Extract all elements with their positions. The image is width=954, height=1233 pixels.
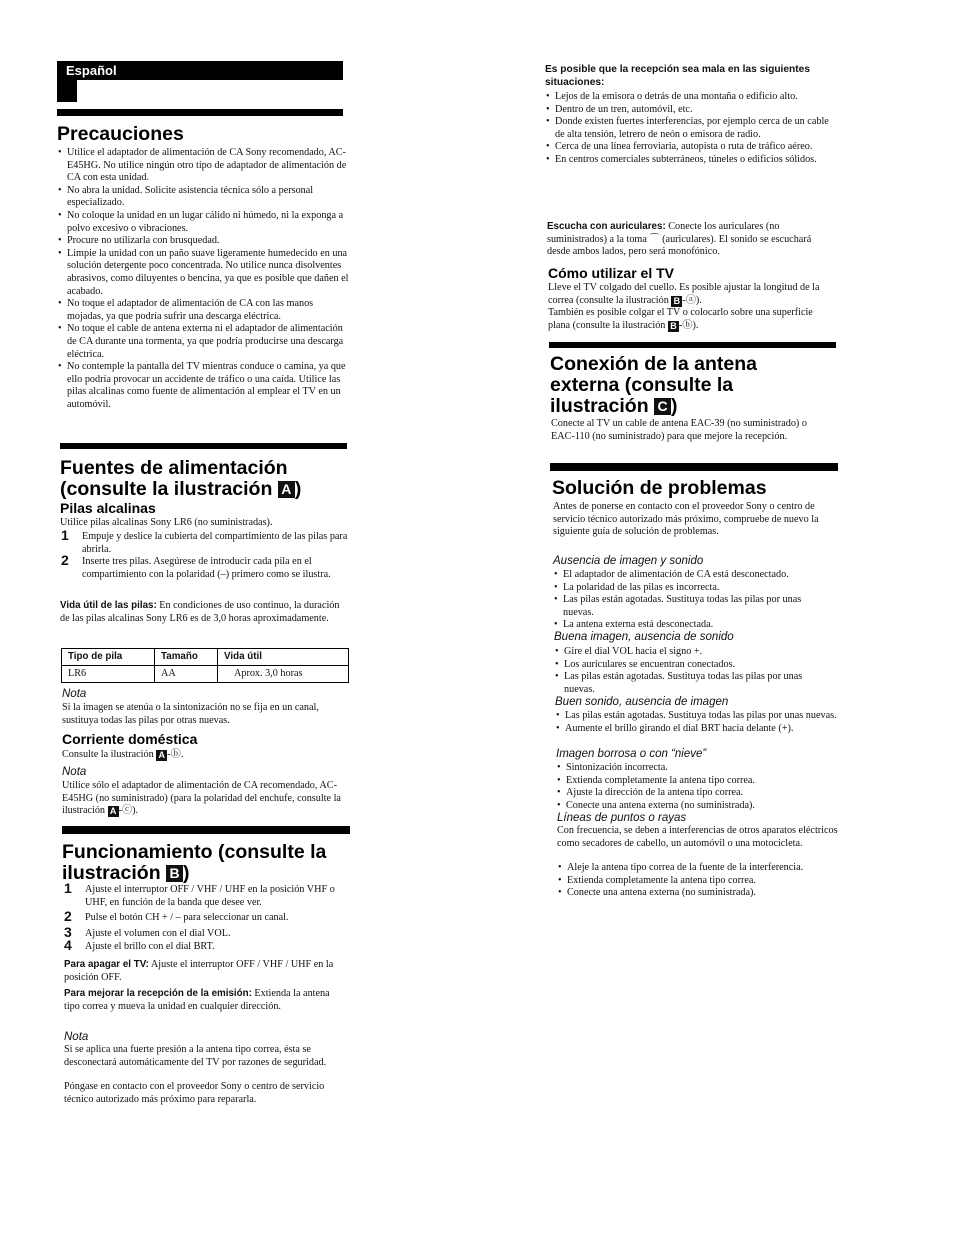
como-utilizar-title: Cómo utilizar el TV bbox=[548, 265, 675, 281]
vida-util-text: En condiciones de uso continuo, la duración de las pilas alcalinas Sony LR6 es de 3,0 horas aproximadamente. bbox=[60, 600, 340, 624]
lineas-heading: Líneas de puntos o rayas bbox=[557, 812, 687, 824]
como-text-2-body: También es posible colgar el TV o colocarlo sobre una superficie plana (consulte la ilustración bbox=[548, 307, 813, 331]
list-item: • Ajuste la dirección de la antena tipo correa. bbox=[556, 787, 838, 800]
conexion-title-end: ) bbox=[671, 395, 678, 417]
list-item: • No contemple la pantalla del TV mientras conduce o camina, ya que ello podría provocar un accidente de tráfico o una caída. Utilice las pilas alcalinas como fuente de alimentación al emplear el TV en un automóvil. bbox=[57, 361, 349, 411]
buena-imagen-list bbox=[554, 646, 834, 696]
step-text: Ajuste el interruptor OFF / VHF / UHF en la posición VHF o UHF, en función de la banda que desee ver. bbox=[85, 884, 335, 908]
apagar-label: Para apagar el TV: bbox=[64, 959, 149, 970]
table-cell: LR6 bbox=[62, 666, 155, 683]
list-item: • El adaptador de alimentación de CA está desconectado. bbox=[553, 569, 833, 582]
list-item: • Donde existen fuertes interferencias, por ejemplo cerca de un cable de alta tensión, letrero de neón o emisora de radio. bbox=[545, 116, 837, 141]
funcionamiento-steps bbox=[64, 880, 350, 954]
list-item: • Extienda completamente la antena tipo correa. bbox=[557, 875, 847, 888]
step-text: Ajuste el brillo con el dial BRT. bbox=[85, 941, 215, 953]
fuentes-title bbox=[60, 458, 301, 500]
list-item: • Extienda completamente la antena tipo correa. bbox=[556, 775, 838, 788]
list-item: • Aumente el brillo girando el dial BRT hacia delante (+). bbox=[555, 723, 837, 736]
fuentes-title-end: ) bbox=[294, 478, 302, 500]
list-item: • Los auriculares se encuentran conectados. bbox=[554, 659, 834, 672]
section-rule-solucion bbox=[550, 463, 838, 471]
section-rule-funcionamiento bbox=[62, 826, 350, 834]
list-item: • Dentro de un tren, automóvil, etc. bbox=[545, 104, 837, 117]
como-text-2 bbox=[548, 307, 823, 332]
nota-text: Si la imagen se atenúa o la sintonización no se fija en un canal, sustituya todas las pilas por otras nuevas. bbox=[62, 702, 319, 726]
buen-sonido-list bbox=[555, 710, 837, 735]
step-item bbox=[64, 880, 350, 909]
fuentes-title-line1: Fuentes de alimentación bbox=[60, 457, 288, 479]
conexion-title-line1: Conexión de la antena bbox=[550, 353, 757, 375]
fuentes-title-line2: (consulte la ilustración bbox=[60, 478, 273, 500]
step-number: 4 bbox=[64, 937, 72, 954]
precauciones-title: Precauciones bbox=[57, 123, 184, 145]
pilas-alcalinas-title: Pilas alcalinas bbox=[60, 500, 156, 516]
step-item bbox=[64, 923, 350, 941]
imagen-borrosa-list bbox=[556, 762, 838, 812]
nota-label: Nota bbox=[62, 766, 87, 778]
step-item bbox=[64, 908, 350, 925]
recepcion-title: Es posible que la recepción sea mala en las siguientes situaciones: bbox=[545, 64, 810, 88]
list-item: • Procure no utilizarla con brusquedad. bbox=[57, 235, 349, 248]
table-row bbox=[62, 666, 349, 683]
step-item bbox=[61, 552, 351, 581]
list-item: • Conecte una antena externa (no suministrada). bbox=[557, 887, 847, 900]
list-item: • Conecte una antena externa (no suministrada). bbox=[556, 800, 838, 813]
nota2-body: Utilice sólo el adaptador de alimentación de CA recomendado, AC-E45HG (no suministrado) (para la polaridad del enchufe, consulte la ilustración bbox=[62, 780, 341, 817]
conexion-title bbox=[550, 354, 757, 417]
table-header: Tipo de pila bbox=[62, 649, 155, 666]
step-text: Ajuste el volumen con el dial VOL. bbox=[85, 927, 231, 939]
imagen-borrosa-heading: Imagen borrosa o con “nieve” bbox=[556, 748, 707, 760]
section-rule-conexion bbox=[549, 342, 836, 348]
pilas-intro: Utilice pilas alcalinas Sony LR6 (no suministradas). bbox=[60, 517, 273, 528]
battery-table bbox=[61, 648, 349, 683]
lineas-list bbox=[557, 862, 847, 900]
list-item: • Sintonización incorrecta. bbox=[556, 762, 838, 775]
recepcion-list bbox=[545, 91, 837, 167]
corriente-text bbox=[62, 749, 350, 762]
ausencia-list bbox=[553, 569, 833, 632]
list-item: • Las pilas están agotadas. Sustituya todas las pilas por unas nuevas. bbox=[554, 671, 834, 696]
corriente-domestica-title: Corriente doméstica bbox=[62, 731, 198, 747]
vida-util-label: Vida útil de las pilas: bbox=[60, 600, 157, 611]
nota-label: Nota bbox=[64, 1031, 89, 1043]
funcionamiento-title-end: ) bbox=[183, 862, 190, 884]
nota-text: Si se aplica una fuerte presión a la antena tipo correa, ésta se desconectará automáticamente del TV por razones de seguridad. bbox=[64, 1044, 327, 1068]
step-item bbox=[61, 527, 351, 556]
corriente-text-body: Consulte la ilustración bbox=[62, 749, 154, 760]
illustration-b-ref: B bbox=[671, 296, 682, 307]
section-rule-precauciones bbox=[57, 109, 343, 116]
conexion-title-line3: ilustración bbox=[550, 395, 649, 417]
table-header-row bbox=[62, 649, 349, 666]
list-item: • Las pilas están agotadas. Sustituya todas las pilas por unas nuevas. bbox=[553, 594, 833, 619]
como-suffix-1: -ⓐ). bbox=[682, 294, 702, 306]
list-item: • En centros comerciales subterráneos, túneles o edificios sólidos. bbox=[545, 154, 837, 167]
step-number: 3 bbox=[64, 923, 72, 940]
step-number: 2 bbox=[61, 552, 69, 569]
lineas-intro: Con frecuencia, se deben a interferencias de otros aparatos eléctricos como secadores de cabello, un automóvil o una motocicleta. bbox=[557, 825, 838, 849]
step-item bbox=[64, 937, 350, 954]
table-header: Tamaño bbox=[155, 649, 218, 666]
buena-imagen-heading: Buena imagen, ausencia de sonido bbox=[554, 631, 734, 643]
step-number: 1 bbox=[61, 527, 69, 543]
section-rule-fuentes bbox=[60, 443, 347, 449]
step-text: Empuje y deslice la cubierta del compartimiento de las pilas para abrirla. bbox=[82, 531, 348, 555]
language-tab-label: Español bbox=[66, 63, 117, 78]
illustration-a-ref: A bbox=[156, 750, 167, 761]
nota-text bbox=[62, 780, 342, 818]
list-item: • Utilice el adaptador de alimentación de CA Sony recomendado, AC-E45HG. No utilice ningún otro tipo de adaptador de alimentación de CA con esta unidad. bbox=[57, 147, 349, 185]
list-item: • Lejos de la emisora o detrás de una montaña o edificio alto. bbox=[545, 91, 837, 104]
nota2-suffix: -ⓒ). bbox=[118, 805, 139, 817]
ausencia-heading: Ausencia de imagen y sonido bbox=[553, 555, 704, 567]
language-tab-notch bbox=[57, 80, 77, 102]
funcionamiento-title-line2: ilustración bbox=[62, 862, 161, 884]
conexion-title-line2: externa (consulte la bbox=[550, 374, 734, 396]
apagar-text: Ajuste el interruptor OFF / VHF / UHF en la posición OFF. bbox=[64, 959, 334, 983]
buen-sonido-heading: Buen sonido, ausencia de imagen bbox=[555, 696, 729, 708]
mejorar-text: Extienda la antena tipo correa y mueva la unidad en cualquier dirección. bbox=[64, 988, 330, 1012]
list-item: • Cerca de una línea ferroviaria, autopista o ruta de tráfico aéreo. bbox=[545, 141, 837, 154]
step-number: 2 bbox=[64, 908, 72, 925]
como-text-1-body: Lleve el TV colgado del cuello. Es posible ajustar la longitud de la correa (consulte la ilustración bbox=[548, 282, 820, 306]
illustration-a-ref: A bbox=[108, 806, 119, 817]
escucha-paragraph bbox=[547, 221, 835, 259]
mejorar-label: Para mejorar la recepción de la emisión: bbox=[64, 988, 252, 999]
illustration-a-ref: A bbox=[278, 481, 295, 498]
table-cell: Aprox. 3,0 horas bbox=[218, 666, 349, 683]
apagar-paragraph bbox=[64, 959, 350, 984]
table-header: Vida útil bbox=[218, 649, 349, 666]
step-text: Inserte tres pilas. Asegúrese de introducir cada pila en el compartimiento con la polaridad (–) primero como se ilustra. bbox=[82, 556, 331, 580]
step-text: Pulse el botón CH + / – para seleccionar un canal. bbox=[85, 912, 289, 924]
illustration-b-ref: B bbox=[166, 865, 183, 882]
list-item: • Limpie la unidad con un paño suave ligeramente humedecido en una solución detergente poco concentrada. No utilice nunca disolventes abrasivos, como diluyentes o bencina, ya que es posible que dañen el acabado. bbox=[57, 248, 349, 298]
vida-util-paragraph bbox=[60, 600, 350, 625]
list-item: • No toque el adaptador de alimentación de CA con las manos mojadas, ya que podría sufrir una descarga eléctrica. bbox=[57, 298, 349, 323]
como-text-1 bbox=[548, 282, 823, 307]
como-suffix-2: -ⓑ). bbox=[678, 319, 699, 331]
funcionamiento-title bbox=[62, 842, 326, 884]
illustration-c-ref: C bbox=[654, 398, 671, 415]
illustration-b-ref: B bbox=[668, 321, 679, 332]
list-item: • No toque el cable de antena externa ni el adaptador de alimentación de CA durante una tormenta, ya que podría producirse una descarga eléctrica. bbox=[57, 323, 349, 361]
solucion-intro: Antes de ponerse en contacto con el proveedor Sony o centro de servicio técnico autorizado más próximo, compruebe de nuevo la siguiente guía de solución de problemas. bbox=[553, 501, 819, 538]
escucha-text: Conecte los auriculares (no suministrados) a la toma ⌒ (auriculares). El sonido se escuchará desde ambos lados, pero será monofónico. bbox=[547, 221, 812, 258]
mejorar-paragraph bbox=[64, 988, 339, 1013]
step-number: 1 bbox=[64, 880, 72, 896]
solucion-title: Solución de problemas bbox=[552, 477, 767, 499]
list-item: • Las pilas están agotadas. Sustituya todas las pilas por unas nuevas. bbox=[555, 710, 837, 723]
list-item: • La polaridad de las pilas es incorrecta. bbox=[553, 582, 833, 595]
table-cell: AA bbox=[155, 666, 218, 683]
nota-label: Nota bbox=[62, 688, 87, 700]
pilas-steps bbox=[61, 527, 351, 581]
list-item: • No abra la unidad. Solicite asistencia técnica sólo a personal especializado. bbox=[57, 185, 349, 210]
list-item: • No coloque la unidad en un lugar cálido ni húmedo, ni la exponga a polvo excesivo o vibraciones. bbox=[57, 210, 349, 235]
conexion-text: Conecte al TV un cable de antena EAC-39 (no suministrado) o EAC-110 (no suministrado) para que mejore la recepción. bbox=[551, 418, 807, 442]
corriente-suffix: -ⓑ. bbox=[167, 749, 184, 760]
list-item: • Gire el dial VOL hacia el signo +. bbox=[554, 646, 834, 659]
precauciones-list bbox=[57, 147, 349, 411]
list-item: • Aleje la antena tipo correa de la fuente de la interferencia. bbox=[557, 862, 847, 875]
escucha-label: Escucha con auriculares: bbox=[547, 221, 666, 232]
funcionamiento-title-line1: Funcionamiento (consulte la bbox=[62, 841, 327, 863]
nota-text-2: Póngase en contacto con el proveedor Sony o centro de servicio técnico autorizado más próximo para repararla. bbox=[64, 1081, 325, 1105]
list-item: • La antena externa está desconectada. bbox=[553, 619, 833, 632]
